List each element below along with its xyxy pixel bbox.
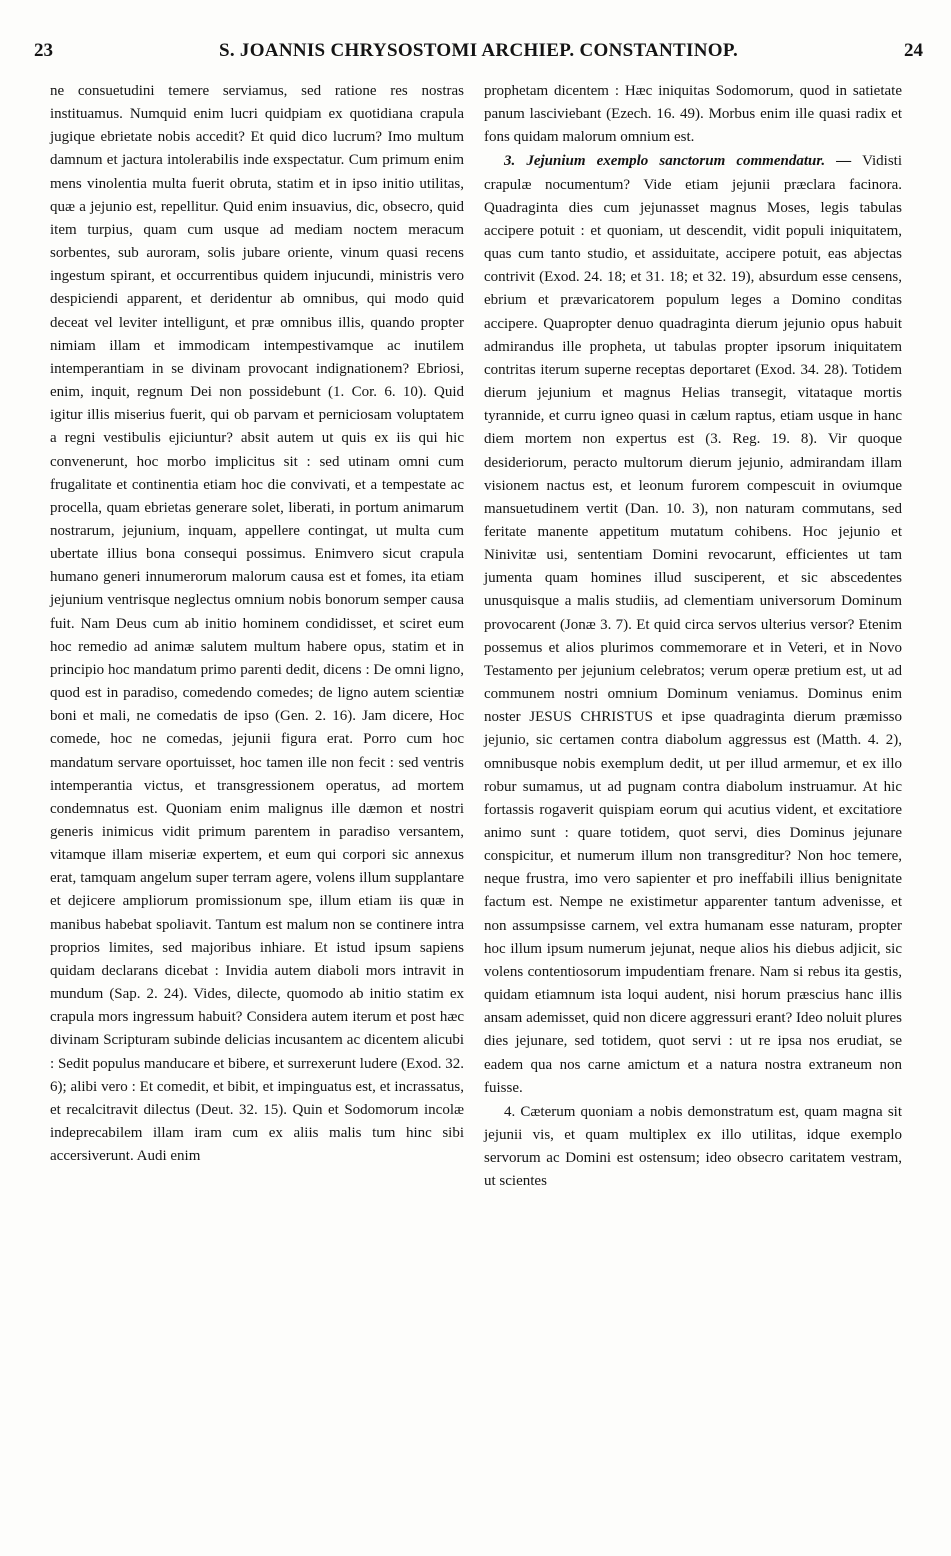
left-column bbox=[50, 80, 464, 1169]
running-title: S. JOANNIS CHRYSOSTOMI ARCHIEP. CONSTANTINOP. bbox=[218, 40, 739, 61]
section-body: Vidisti crapulæ nocumentum? Vide etiam jejunii præclara facinora. Quadraginta dies cum jejunasset magnus Moses, legis tabulas accipere potuit : et quoniam, ut descendit, vidit populi iniquitatem, quas cum tanto studio, et assiduitate, accipere potuit, eas abjectas contrivit (Exod. 24. 18; et 31. 18; et 32. 19), absurdum esse censens, ebrium et prævaricatorem populum leges a Domino conditas accipere. Quapropter denuo quadraginta dierum jejunio opus habuit admirandus ille propheta, ut tabulas propter ipsorum iniquitatem contritas iterum superne receptas deportaret (Exod. 34. 28). Totidem dierum jejunium et magnus Helias transegit, vitataque mortis tyrannide, et curru igneo quasi in cælum raptus, etiam usque in hanc diem mortem non expertus est (3. Reg. 19. 8). Vir quoque desideriorum, peracto multorum dierum jejunio, admirandam illam visionem nactus est, et leonum furorem compescuit in oviumque mansuetudinem vertit (Dan. 10. 3), non naturam commutans, sed feritate manente appetitum mutatum cohibens. Hoc jejunio et Ninivitæ usi, sententiam Domini revocarunt, efficientes ut tam jumenta quam homines illud susciperent, et sic abscedentes unusquisque a malis studiis, ad clementiam universorum Dominum provocarent (Jonæ 3. 7). Et quid circa servos ulterius versor? Etenim possemus et alios plurimos commemorare et in Veteri, et in Novo Testamento per jejunium celebratos; verum operæ pretium est, ut ad communem nostri omnium Dominum veniamus. Dominus enim noster JESUS CHRISTUS et ipse quadraginta dierum præmisso jejunio, sic certamen contra diabolum aggressus est (Matth. 4. 2), omnibusque nobis exemplum dedit, ut per illud armemur, et ex illo robur sumamus, ut ad pugnam contra diabolum instruamur. At hic fortassis rogaverit quispiam eorum qui acutius vident, et excitatiore animo sunt : quare totidem, quot servi, dies Dominus jejunare conspicitur, et numerum illum non transgreditur? Non hoc temere, neque frustra, imo vero sapienter et pro ineffabili illius benignitate factum est. Nempe ne existimetur apparenter tantum advenisse, et non assumpsisse carnem, vel extra humanam esse naturam, propter hoc illum ipsum numerum jejunat, neque alios his diebus adjicit, sic volens contentiosorum impudentiam frenare. Nam si rebus ita gestis, quidam etiamnum ista loqui audent, nisi horum præscius hanc illis ansam ademisset, quid non dicere aggressuri erant? Ideo noluit plures dies jejunare, sed totidem, quot servi : ut re ipsa nos erudiat, se eadem qua nos carne amictum et a natura nostra extraneum non fuisse. bbox=[484, 153, 903, 1096]
right-paragraph-1: prophetam dicentem : Hæc iniquitas Sodomorum, quod in satietate panum lasciviebant (Ezech. 16. 49). Morbus enim ille quasi radix et fons quidam malorum omnium est. bbox=[484, 83, 902, 146]
page-number-left: 23 bbox=[34, 40, 53, 61]
left-paragraph: ne consuetudini temere serviamus, sed ratione res nostras instituamus. Numquid enim lucri quidpiam ex quotidiana crapula jugique ebrietate nobis accedit? Et quid dico lucrum? Imo multum damnum et jactura intolerabilis inde exspectatur. Cum primum enim mens vinolentia multa fuerit obruta, statim et in ipso initio utilitas, quæ a jejunio est, repellitur. Quid enim insuavius, dic, obsecro, quid item turpius, quam cum usque ad mediam noctem meracum sorbentes, sub auroram, solis jubare oriente, vinum quasi recens ingestum spirant, et occurrentibus quidem injucundi, ministris vero despiciendi apparent, et deridentur ab omnibus, qui modo quid deceat vel leviter intelligunt, et præ omnibus illis, quando propter nimiam illam et immodicam intempestivamque ac inutilem intemperantiam in se divinam provocant indignationem? Ebriosi, enim, inquit, regnum Dei non possidebunt (1. Cor. 6. 10). Quid igitur illis miserius fuerit, qui ob parvam et perniciosam voluptatem a regni vestibulis ejiciuntur? absit autem ut quis ex iis qui hic convenerunt, hoc morbo implicitus sit : sed utinam omni cum frugalitate et continentia etiam hoc die convivati, et a tempestate ac procella, quam ebrietas generare solet, liberati, in portum animarum nostrarum, jejunium, inquam, appellere contingat, ut multa cum ubertate illius bona consequi possimus. Enimvero sicut crapula humano generi innumerorum malorum causa est et fomes, ita etiam jejunium ventrisque neglectus omnium nobis bonorum semper causa fuit. Nam Deus cum ab initio hominem condidisset, et sciret eum hoc remedio ad animæ salutem multum habere opus, statim et in principio hoc mandatum primo parenti dedit, dicens : De omni ligno, quod est in paradiso, comedendo comedes; de ligno autem scientiæ boni et mali, ne comedatis de ipso (Gen. 2. 16). Jam dicere, Hoc comede, hoc ne comedas, jejunii figura erat. Porro cum hoc mandatum servare oportuisset, hoc tamen ille non fecit : sed ventris intemperantia victus, et transgressionem operatus, ad mortem condemnatus est. Quoniam enim malignus ille dæmon et nostri generis inimicus vidit primum parentem in paradiso versantem, vitamque illam miseriæ expertem, et eum qui corpori sic annexus erat, tamquam angelum super terram agere, volens illum supplantare et dejicere ampliorum promissionum spe, illum etiam iis quæ in manibus habebat spoliavit. Tantum est malum non se continere intra proprios limites, sed majoribus inhiare. Et istud ipsum sapiens quidam declarans dicebat : Invidia autem diaboli mors intravit in mundum (Sap. 2. 24). Vides, dilecte, quomodo ab initio statim ex crapula mors ingressum habuit? Considera autem iterum et post hæc divinam Scripturam subinde delicias incusantem ac dicentem alicubi : Sedit populus manducare et bibere, et surrexerunt ludere (Exod. 32. 6); alibi vero : Et comedit, et bibit, et impinguatus est, et incrassatus, et recalcitravit dilectus (Deut. 32. 15). Quin et Sodomorum incolæ indeprecabilem illam iram cum ex aliis malis tum hinc sibi accersiverunt. Audi enim bbox=[50, 83, 464, 1165]
running-head bbox=[34, 40, 923, 70]
section-heading: 3. Jejunium exemplo sanctorum commendatur. — bbox=[504, 153, 852, 170]
page-number-right: 24 bbox=[904, 40, 923, 61]
right-paragraph-2 bbox=[484, 150, 902, 1099]
right-paragraph-3: 4. Cæterum quoniam a nobis demonstratum est, quam magna sit jejunii vis, et quam multiplex ex illo utilitas, idque exemplo servorum ac Domini est ostensum; ideo obsecro caritatem vestram, ut scientes bbox=[484, 1103, 902, 1190]
right-column bbox=[484, 80, 902, 1195]
